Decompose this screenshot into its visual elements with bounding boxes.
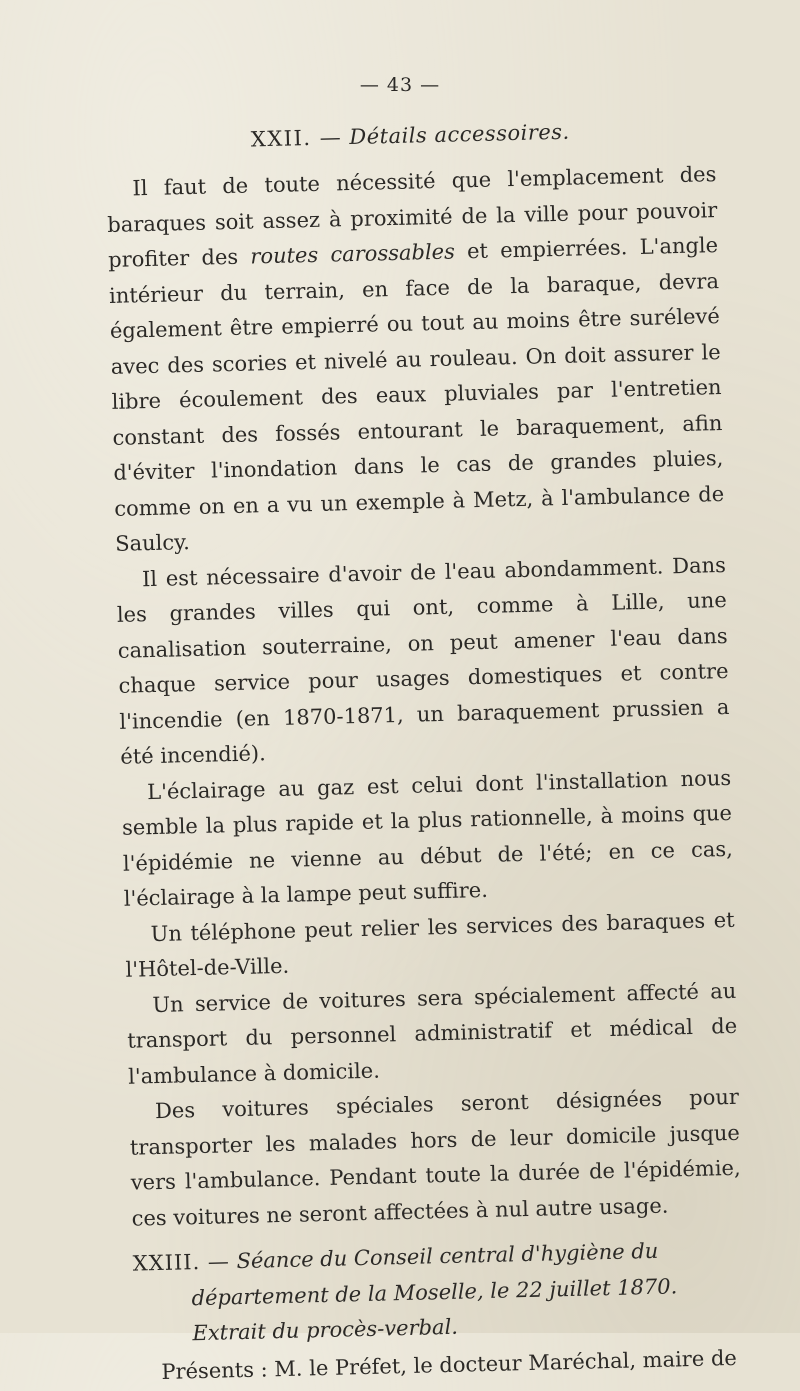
paragraph-telephone: Un téléphone peut relier les services des baraques et l'Hôtel-de-Ville. bbox=[125, 907, 735, 982]
paragraph-text: et empierrées. L'angle intérieur du terrain, en face de la baraque, devra également être empierré ou tout au moins être surélevé avec des scories et nivelé au rouleau. On doit assurer le libre écoulement des eaux pluviales par l'entretien constant des fossés entourant le baraquement, afin d'éviter l'inondation dans le cas de grandes pluies, comme on en a vu un exemple à Metz, à l'ambulance de Saulcy. bbox=[108, 233, 725, 556]
italic-term: routes carossables bbox=[250, 239, 456, 269]
paragraph-presents: Présents : M. le Préfet, le docteur Maréchal, maire de bbox=[161, 1345, 738, 1384]
paragraph-emplacement bbox=[106, 157, 725, 562]
section-heading-xxii bbox=[105, 113, 716, 158]
paragraph-text: Il faut de toute nécessité que l'emplacement des baraques soit assez à proximité de la ville pour pouvoir profiter des bbox=[107, 162, 718, 272]
paragraph-voitures-speciales: Des voitures spéciales seront désignées pour transporter les malades hors de leur domicile jusque vers l'ambulance. Pendant toute la durée de l'épidémie, ces voitures ne seront affectées à nul autre usage. bbox=[129, 1084, 741, 1231]
section-heading-xxiii bbox=[132, 1232, 744, 1353]
paragraph-eau: Il est nécessaire d'avoir de l'eau abondamment. Dans les grandes villes qui ont, comme à Lille, une canalisation souterraine, on peut amener l'eau dans chaque service pour usages domestiques et contre l'incendie (en 1870-1871, un baraquement prussien a été incendié). bbox=[116, 552, 730, 769]
paragraph-service-voitures: Un service de voitures sera spécialement affecté au transport du personnel administratif et médical de l'ambulance à domicile. bbox=[127, 978, 738, 1089]
section-number: XXIII. — bbox=[132, 1249, 231, 1276]
section-title: Séance du Conseil central d'hygiène du département de la Moselle, le 22 juillet 1870. Extrait du procès-verbal. bbox=[191, 1238, 678, 1346]
page-number: — 43 — bbox=[359, 74, 441, 96]
section-number: XXII. — bbox=[250, 125, 343, 152]
section-title: Détails accessoires. bbox=[349, 119, 570, 150]
page-text-block bbox=[105, 113, 746, 1391]
paragraph-eclairage: L'éclairage au gaz est celui dont l'installation nous semble la plus rapide et la plus rationnelle, à moins que l'épidémie ne vienne au début de l'été; en ce cas, l'éclairage à la lampe peut suffire. bbox=[121, 765, 734, 911]
